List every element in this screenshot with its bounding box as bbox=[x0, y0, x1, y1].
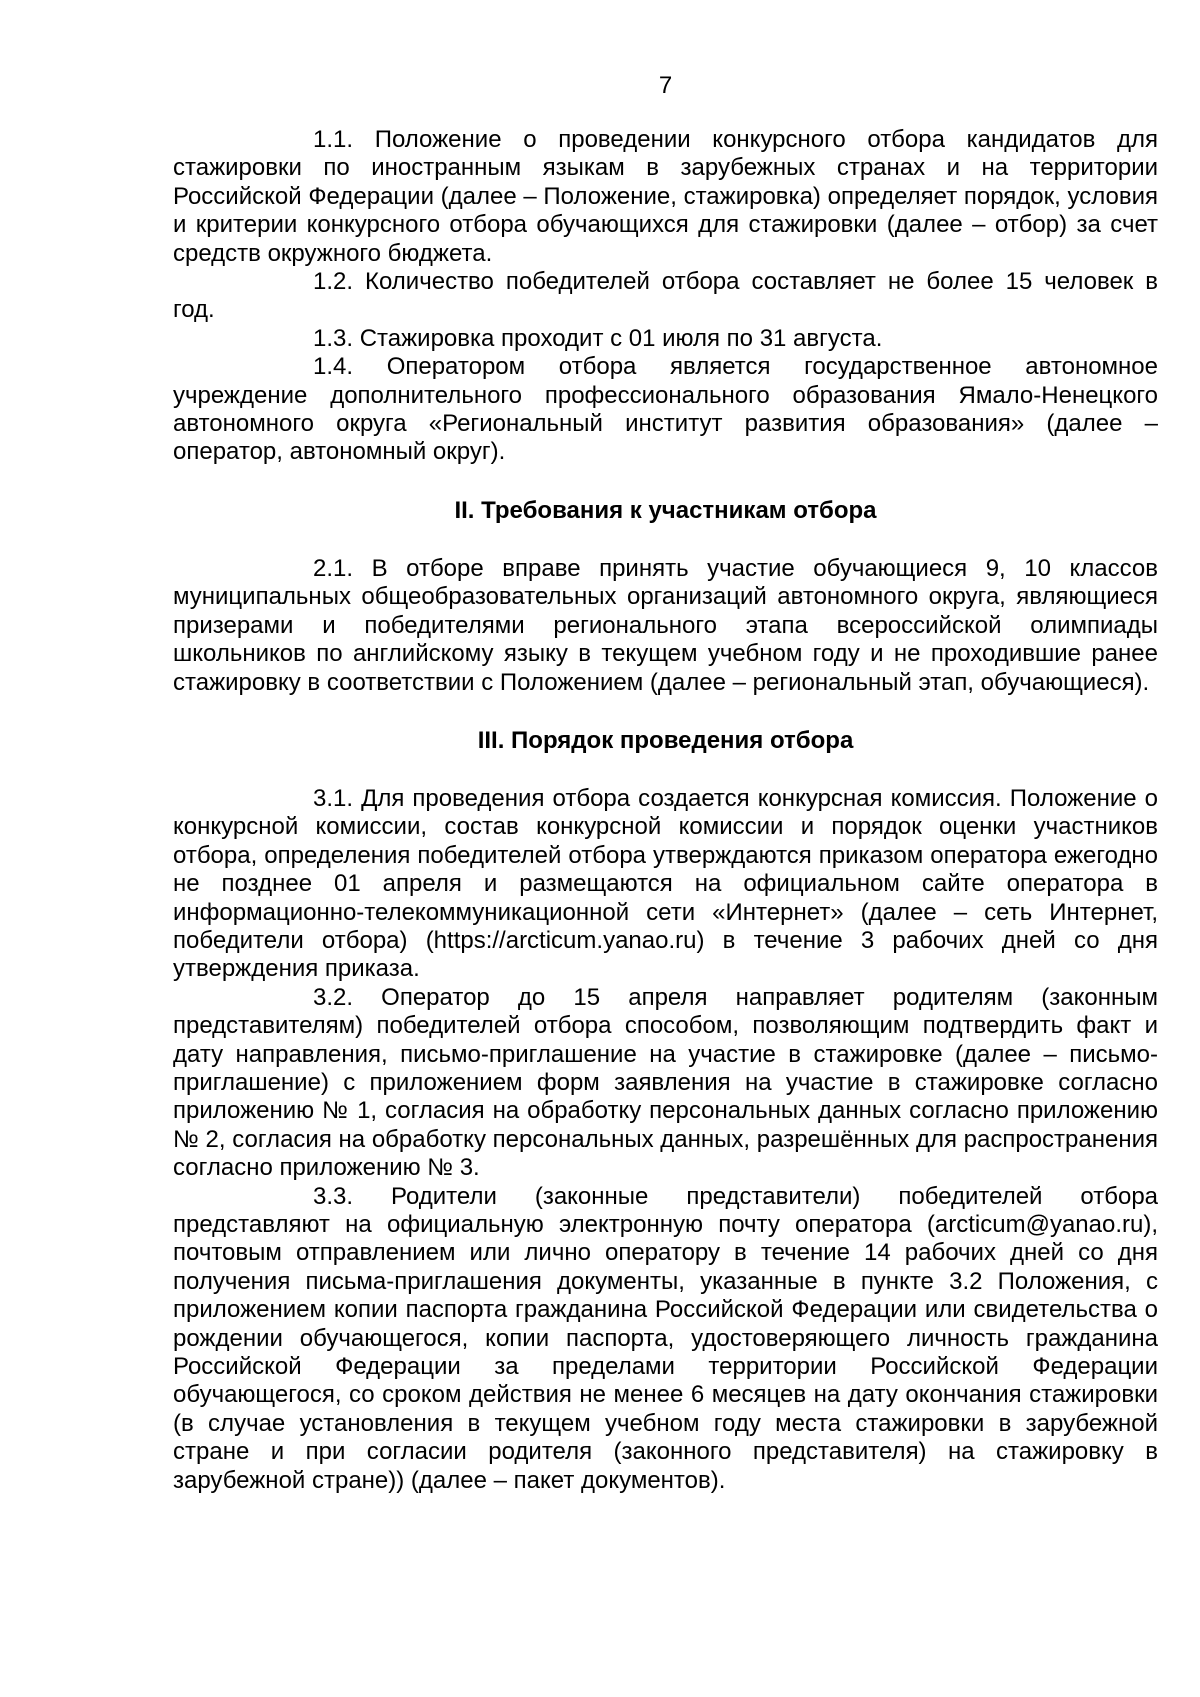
paragraph-text: В отборе вправе принять участие обучающиеся 9, 10 классов муниципальных общеобразовательных организаций автономного округа, являющиеся призерами и победителями регионального этапа всероссийской олимпиады школьников по английскому языку в текущем учебном году и не проходившие ранее стажировку в соответствии с Положением (далее – региональный этап, обучающиеся). bbox=[173, 554, 1158, 696]
item-number: 1.3. bbox=[313, 324, 354, 352]
paragraph-text: Оператором отбора является государственное автономное учреждение дополнительного профессионального образования Ямало-Ненецкого автономного округа «Региональный институт развития образования» (далее – оператор, автономный округ). bbox=[173, 353, 1158, 466]
document-body bbox=[173, 126, 1158, 1495]
section-intro bbox=[173, 126, 1158, 467]
paragraph-3-2 bbox=[173, 984, 1158, 1183]
item-number: 1.4. bbox=[313, 353, 354, 381]
item-number: 3.1. bbox=[313, 784, 354, 812]
paragraph-1-4 bbox=[173, 353, 1158, 467]
item-number: 1.2. bbox=[313, 268, 354, 296]
paragraph-text: Родители (законные представители) победителей отбора представляют на официальную электронную почту оператора (arcticum@yanao.ru), почтовым отправлением или лично оператору в течение 14 рабочих дней со дня получения письма-приглашения документы, указанные в пункте 3.2 Положения, с приложением копии паспорта гражданина Российской Федерации или свидетельства о рождении обучающегося, копии паспорта, удостоверяющего личность гражданина Российской Федерации за пределами территории Российской Федерации обучающегося, со сроком действия не менее 6 месяцев на дату окончания стажировки (в случае установления в текущем учебном году места стажировки в зарубежной стране и при согласии родителя (законного представителя) на стажировку в зарубежной стране)) (далее – пакет документов). bbox=[173, 1182, 1159, 1494]
paragraph-3-1 bbox=[173, 785, 1158, 984]
page-number: 7 bbox=[658, 72, 673, 99]
paragraph-text: Количество победителей отбора составляет не более 15 человек в год. bbox=[173, 268, 1159, 324]
paragraph-1-3 bbox=[173, 325, 1158, 353]
item-number: 1.1. bbox=[313, 126, 354, 153]
item-number: 3.2. bbox=[313, 983, 354, 1011]
section-3 bbox=[173, 727, 1158, 1495]
paragraph-text: Положение о проведении конкурсного отбора кандидатов для стажировки по иностранным языкам в зарубежных странах и на территории Российской Федерации (далее – Положение, стажировка) определяет порядок, условия и критерии конкурсного отбора обучающихся для стажировки (далее – отбор) за счет средств окружного бюджета. bbox=[173, 126, 1158, 267]
section-2 bbox=[173, 497, 1158, 697]
section-heading: III. Порядок проведения отбора bbox=[477, 726, 854, 754]
paragraph-3-3 bbox=[173, 1183, 1158, 1495]
paragraph-1-2 bbox=[173, 268, 1158, 325]
paragraph-text: Стажировка проходит с 01 июля по 31 августа. bbox=[359, 324, 883, 352]
item-number: 3.3. bbox=[313, 1182, 354, 1210]
paragraph-1-1 bbox=[173, 126, 1158, 268]
paragraph-text: Для проведения отбора создается конкурсная комиссия. Положение о конкурсной комиссии, состав конкурсной комиссии и порядок оценки участников отбора, определения победителей отбора утверждаются приказом оператора ежегодно не позднее 01 апреля и размещаются на официальном сайте оператора в информационно-телекоммуникационной сети «Интернет» (далее – сеть Интернет, победители отбора) (https://arcticum.yanao.ru) в течение 3 рабочих дней со дня утверждения приказа. bbox=[173, 784, 1158, 983]
item-number: 2.1. bbox=[313, 554, 354, 582]
paragraph-2-1 bbox=[173, 555, 1158, 697]
section-heading: II. Требования к участникам отбора bbox=[454, 496, 877, 524]
paragraph-text: Оператор до 15 апреля направляет родителям (законным представителям) победителей отбора способом, позволяющим подтвердить факт и дату направления, письмо-приглашение на участие в стажировке (далее – письмо-приглашение) с приложением форм заявления на участие в стажировке согласно приложению № 1, согласия на обработку персональных данных согласно приложению № 2, согласия на обработку персональных данных, разрешённых для распространения согласно приложению № 3. bbox=[173, 983, 1158, 1182]
